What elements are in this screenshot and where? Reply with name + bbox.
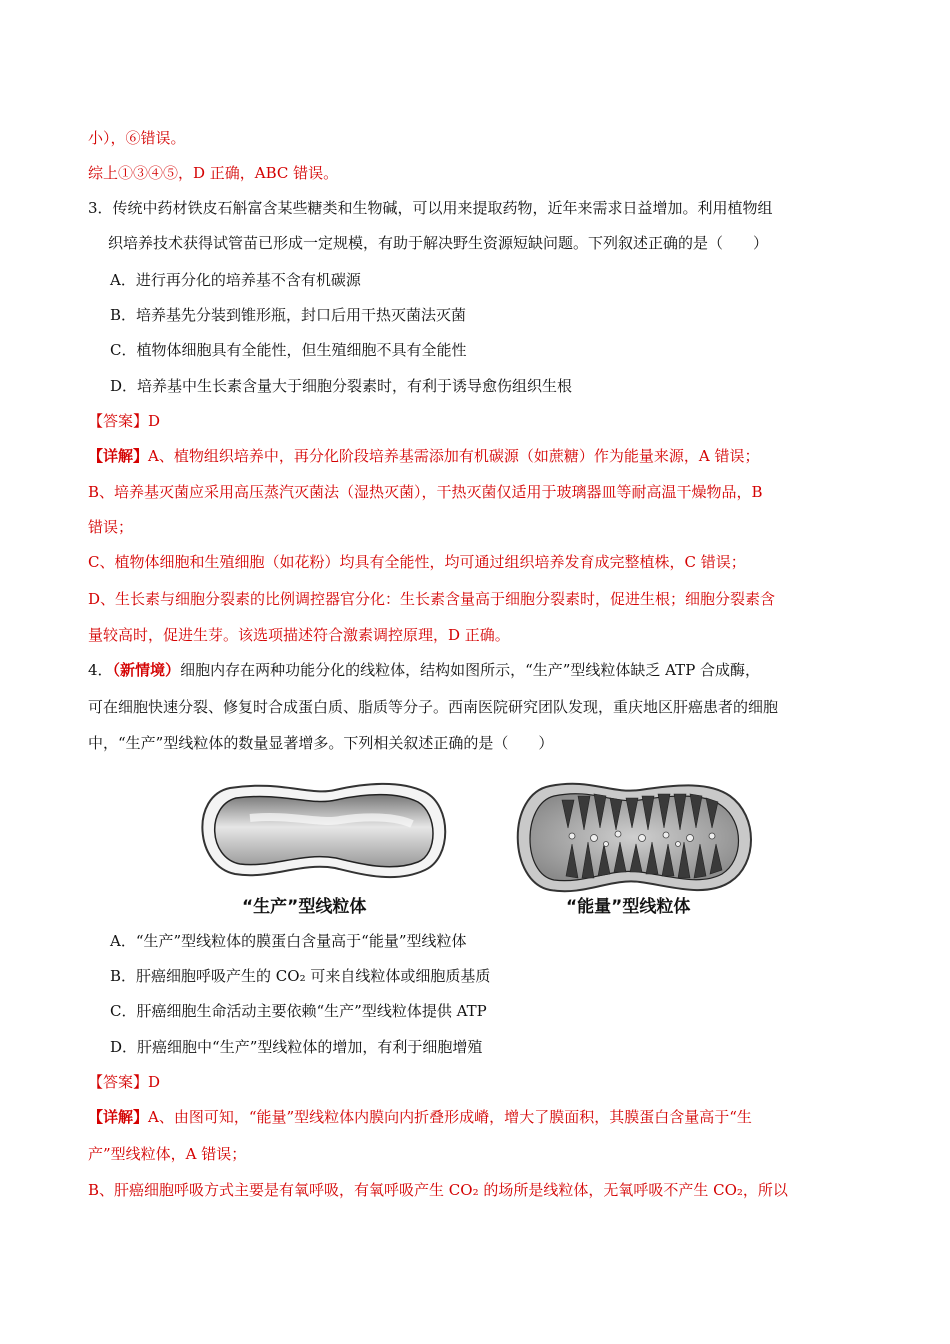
- q4-number: 4．: [88, 661, 113, 679]
- q3-option-c: C．植物体细胞具有全能性，但生殖细胞不具有全能性: [110, 341, 467, 359]
- q4-detail-line-1: [88, 1107, 752, 1127]
- q3-stem-line-2: 织培养技术获得试管苗已形成一定规模，有助于解决野生资源短缺问题。下列叙述正确的是（ ）: [108, 234, 769, 252]
- q3-option-b: B．培养基先分装到锥形瓶，封口后用干热灭菌法灭菌: [110, 306, 467, 324]
- q4-detail-tag: 【详解】: [88, 1108, 149, 1126]
- q3-detail-tag: 【详解】: [88, 447, 149, 465]
- energy-mitochondrion-image: [518, 784, 751, 892]
- q3-answer: 【答案】D: [88, 412, 161, 430]
- q3-option-a: A．进行再分化的培养基不含有机碳源: [110, 271, 361, 289]
- q3-detail-line-5: D、生长素与细胞分裂素的比例调控器官分化：生长素含量高于细胞分裂素时，促进生根；细胞分裂素含: [88, 590, 776, 608]
- q4-answer: 【答案】D: [88, 1073, 161, 1091]
- q4-detail-line-2: 产”型线粒体，A 错误；: [88, 1145, 247, 1163]
- q3-detail-line-3: 错误；: [88, 518, 134, 536]
- q4-option-c: C．肝癌细胞生命活动主要依赖“生产”型线粒体提供 ATP: [110, 1002, 487, 1020]
- q3-detail-line-1: [88, 446, 759, 466]
- production-mitochondrion-caption: “生产”型线粒体: [242, 897, 367, 917]
- q4-stem-text-1: 细胞内存在两种功能分化的线粒体，结构如图所示，“生产”型线粒体缺乏 ATP 合成酶，: [180, 661, 761, 679]
- q3-option-d: D．培养基中生长素含量大于细胞分裂素时，有利于诱导愈伤组织生根: [110, 377, 573, 395]
- q4-detail-text-1: A、由图可知，“能量”型线粒体内膜向内折叠形成嵴，增大了膜面积，其膜蛋白含量高于“生: [148, 1108, 752, 1126]
- q3-detail-line-2: B、培养基灭菌应采用高压蒸汽灭菌法（湿热灭菌），干热灭菌仅适用于玻璃器皿等耐高温干燥物品，B: [88, 483, 763, 501]
- q3-stem-line-1: 3．传统中药材铁皮石斛富含某些糖类和生物碱，可以用来提取药物，近年来需求日益增加。利用植物组: [88, 199, 773, 217]
- q4-stem-line-3: 中，“生产”型线粒体的数量显著增多。下列相关叙述正确的是（ ）: [88, 734, 554, 752]
- prev-answer-line-1: 小），⑥错误。: [88, 129, 186, 147]
- q3-detail-line-6: 量较高时，促进生芽。该选项描述符合激素调控原理，D 正确。: [88, 626, 510, 644]
- q3-detail-text-1: A、植物组织培养中，再分化阶段培养基需添加有机碳源（如蔗糖）作为能量来源，A 错误；: [148, 447, 760, 465]
- production-mitochondrion-image: [202, 784, 445, 877]
- q4-new-context-tag: （新情境）: [112, 661, 181, 679]
- q4-stem-line-1: [88, 660, 760, 680]
- q4-stem-line-2: 可在细胞快速分裂、修复时合成蛋白质、脂质等分子。西南医院研究团队发现，重庆地区肝癌患者的细胞: [88, 698, 779, 716]
- prev-answer-line-2: 综上①③④⑤，D 正确，ABC 错误。: [88, 164, 339, 182]
- q4-option-b: B．肝癌细胞呼吸产生的 CO₂ 可来自线粒体或细胞质基质: [110, 967, 491, 985]
- q3-detail-line-4: C、植物体细胞和生殖细胞（如花粉）均具有全能性，均可通过组织培养发育成完整植株，C 错误；: [88, 553, 746, 571]
- energy-mitochondrion-caption: “能量”型线粒体: [566, 897, 691, 917]
- q4-option-a: A．“生产”型线粒体的膜蛋白含量高于“能量”型线粒体: [110, 932, 467, 950]
- q4-option-d: D．肝癌细胞中“生产”型线粒体的增加，有利于细胞增殖: [110, 1038, 483, 1056]
- q4-detail-line-3: B、肝癌细胞呼吸方式主要是有氧呼吸，有氧呼吸产生 CO₂ 的场所是线粒体，无氧呼吸不产生 CO₂，所以: [88, 1181, 788, 1199]
